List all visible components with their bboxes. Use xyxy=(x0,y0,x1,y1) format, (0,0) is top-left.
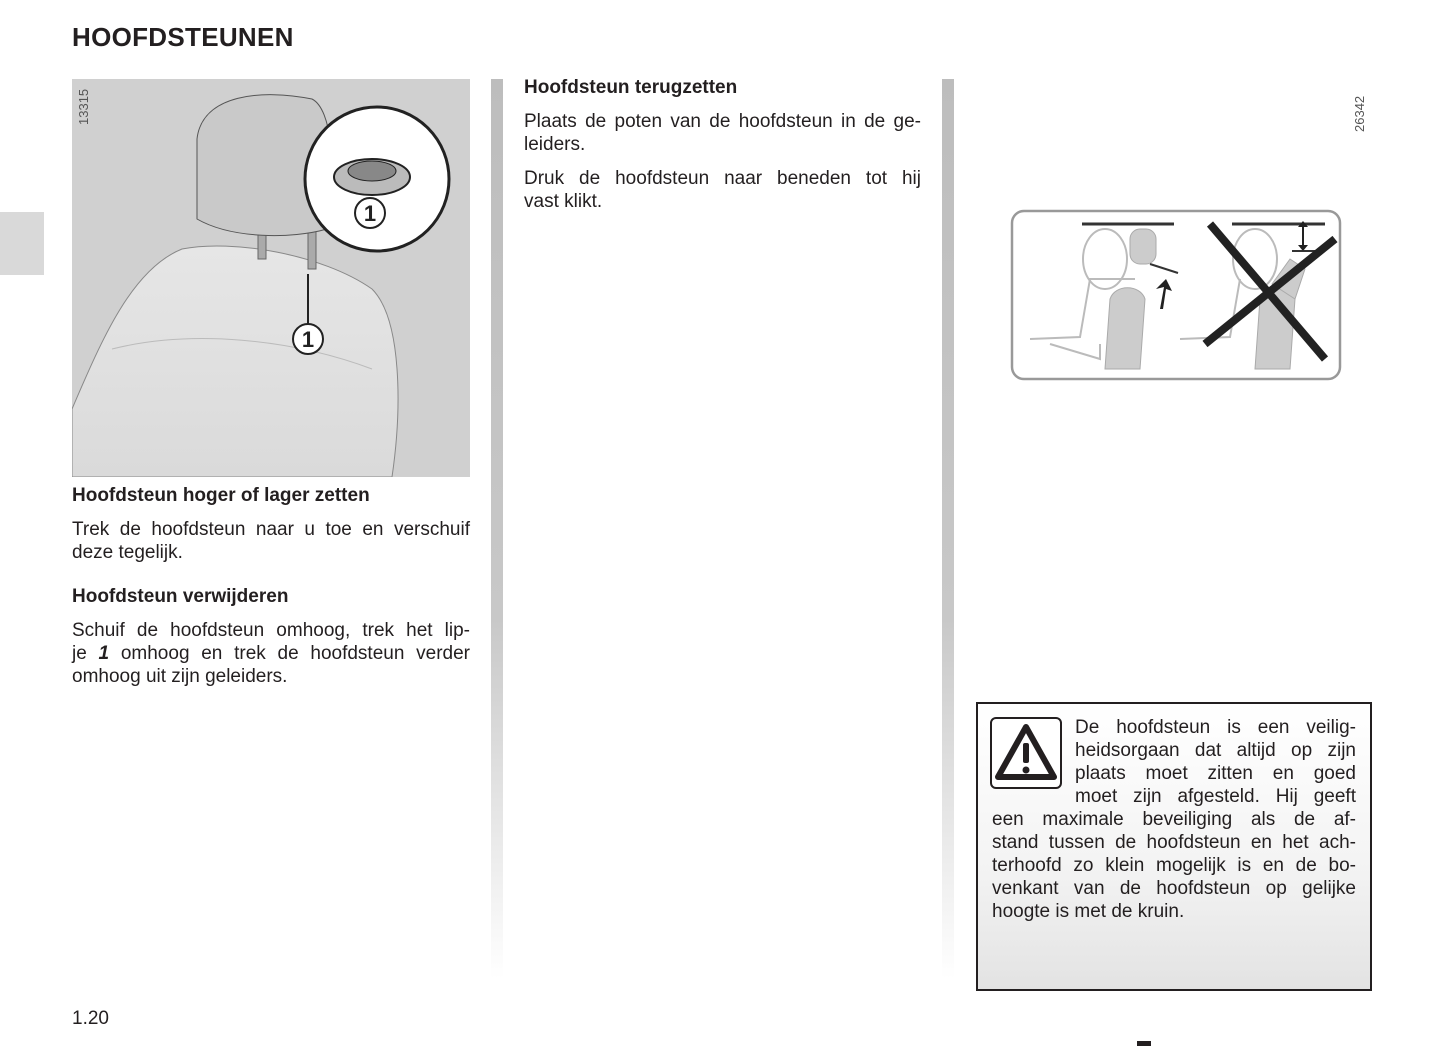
callout-number: 1 xyxy=(363,201,377,226)
callout-ref: 1 xyxy=(98,643,110,664)
section-paragraph xyxy=(72,518,470,564)
text-line: Plaats de poten van de hoofdsteun in de ge- xyxy=(524,111,921,132)
warning-text-body xyxy=(992,808,1356,923)
warning-text-intro xyxy=(1075,716,1356,808)
page-title: HOOFDSTEUNEN xyxy=(72,22,294,52)
text-line: vast klikt. xyxy=(524,191,603,212)
text-line: Trek de hoofdsteun naar u toe en verschuif xyxy=(72,519,470,540)
text: omhoog en trek de hoofdsteun verder xyxy=(109,643,470,664)
section-paragraph xyxy=(524,167,921,213)
section-heading: Hoofdsteun hoger of lager zetten xyxy=(72,485,370,506)
text-line: venkant van de hoofdsteun op gelijke xyxy=(992,878,1356,899)
text-line: Druk de hoofdsteun naar beneden tot hij xyxy=(524,168,921,189)
text-line xyxy=(72,642,470,665)
text-line: Schuif de hoofdsteun omhoog, trek het lip- xyxy=(72,620,470,641)
headrest-figure xyxy=(72,79,470,477)
text-line: De hoofdsteun is een veilig- xyxy=(1075,717,1356,738)
seat-headrest-illustration xyxy=(72,79,470,477)
text-line: een maximale beveiliging als de af- xyxy=(992,809,1356,830)
chapter-tab xyxy=(0,212,44,275)
text-line: stand tussen de hoofdsteun en het ach- xyxy=(992,832,1356,853)
column-divider xyxy=(491,79,503,979)
text-line: moet zijn afgesteld. Hij geeft xyxy=(1075,786,1356,807)
section-paragraph xyxy=(524,110,921,156)
figure-code: 13315 xyxy=(76,88,91,125)
column-divider xyxy=(942,79,954,979)
text-line: deze tegelijk. xyxy=(72,542,183,563)
text-line: omhoog uit zijn geleiders. xyxy=(72,666,288,687)
text-line: heidsorgaan dat altijd op zijn xyxy=(1075,740,1356,761)
text-line: terhoofd zo klein mogelijk is en de bo- xyxy=(992,855,1356,876)
figure-code: 26342 xyxy=(1352,95,1367,132)
page-number: 1.20 xyxy=(72,1008,109,1029)
text-line: leiders. xyxy=(524,134,586,155)
callout-number: 1 xyxy=(301,327,315,352)
text-line: hoogte is met de kruin. xyxy=(992,901,1185,922)
warning-box xyxy=(976,702,1372,991)
text: je xyxy=(72,643,99,664)
section-heading: Hoofdsteun terugzetten xyxy=(524,77,738,98)
section-paragraph xyxy=(72,619,470,688)
section-heading: Hoofdsteun verwijderen xyxy=(72,586,289,607)
warning-triangle-icon xyxy=(990,717,1062,789)
headrest-position-illustration xyxy=(1010,209,1342,381)
page-marker xyxy=(1137,1041,1151,1046)
text-line: plaats moet zitten en goed xyxy=(1075,763,1356,784)
